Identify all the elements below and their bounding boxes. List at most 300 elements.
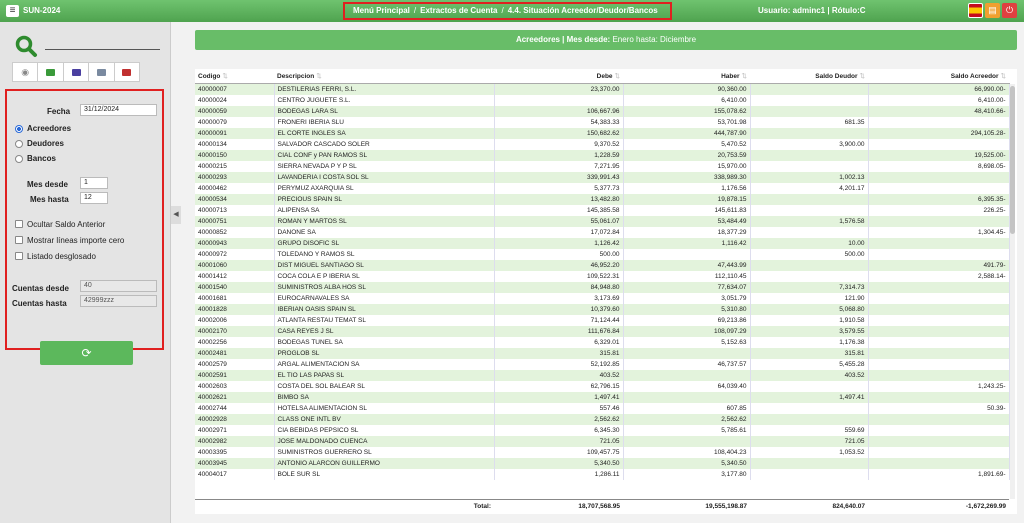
table-row[interactable] — [195, 436, 1009, 447]
table-row[interactable] — [195, 205, 1009, 216]
cell-descripcion: FRONERI IBERIA SLU — [274, 117, 494, 128]
view-button[interactable] — [13, 63, 38, 81]
cell-codigo: 40000293 — [195, 172, 274, 183]
power-icon[interactable]: ⏻ — [1002, 3, 1017, 18]
mes-desde-label: Mes desde — [27, 180, 68, 189]
cell-debe: 1,286.11 — [494, 469, 623, 480]
cell-saldo-deudor — [750, 161, 868, 172]
cell-descripcion: SALVADOR CASCADO SOLER — [274, 139, 494, 150]
cell-codigo: 40002982 — [195, 436, 274, 447]
cell-debe: 5,340.50 — [494, 458, 623, 469]
cell-haber — [623, 348, 750, 359]
cell-codigo: 40004017 — [195, 469, 274, 480]
cell-descripcion: EUROCARNAVALES SA — [274, 293, 494, 304]
cell-haber: 108,404.23 — [623, 447, 750, 458]
ocultar-saldo-label[interactable]: Ocultar Saldo Anterior — [27, 220, 106, 229]
cell-saldo-deudor: 3,900.00 — [750, 139, 868, 150]
cell-codigo: 40000751 — [195, 216, 274, 227]
cell-codigo: 40000943 — [195, 238, 274, 249]
cell-debe: 17,072.84 — [494, 227, 623, 238]
cell-haber: 18,377.29 — [623, 227, 750, 238]
table-row[interactable] — [195, 150, 1009, 161]
cell-codigo: 40000713 — [195, 205, 274, 216]
cell-debe: 46,952.20 — [494, 260, 623, 271]
cell-descripcion: DIST MIGUEL SANTIAGO SL — [274, 260, 494, 271]
results-table — [195, 69, 1010, 480]
cell-codigo: 40000972 — [195, 249, 274, 260]
cell-debe — [494, 95, 623, 106]
cuentas-hasta-label: Cuentas hasta — [12, 299, 67, 308]
cell-saldo-deudor: 1,053.52 — [750, 447, 868, 458]
total-saldo-deudor: 824,640.07 — [832, 503, 865, 510]
top-icons — [966, 3, 1017, 18]
cell-descripcion: BODEGAS TUNEL SA — [274, 337, 494, 348]
cell-descripcion: CIA BEBIDAS PEPSICO SL — [274, 425, 494, 436]
cell-haber: 5,340.50 — [623, 458, 750, 469]
cell-debe: 23,370.00 — [494, 83, 623, 95]
cell-descripcion: SUMINISTROS GUERRERO SL — [274, 447, 494, 458]
cell-haber: 77,634.07 — [623, 282, 750, 293]
cell-codigo: 40002006 — [195, 315, 274, 326]
bancos-radio[interactable] — [15, 155, 23, 163]
table-header-row — [195, 69, 1009, 83]
cell-saldo-acreedor — [868, 139, 1009, 150]
cell-codigo: 40002256 — [195, 337, 274, 348]
cell-saldo-acreedor: 1,891.69- — [868, 469, 1009, 480]
cell-descripcion: LAVANDERIA I COSTA SOL SL — [274, 172, 494, 183]
app-title: SUN-2024 — [23, 6, 61, 15]
cell-saldo-acreedor: 2,588.14- — [868, 271, 1009, 282]
printer-icon — [97, 69, 106, 76]
cell-saldo-acreedor: 66,990.00- — [868, 83, 1009, 95]
table-row[interactable] — [195, 315, 1009, 326]
cell-descripcion: TOLEDANO Y RAMOS SL — [274, 249, 494, 260]
cell-saldo-acreedor: 1,243.25- — [868, 381, 1009, 392]
cell-debe: 315.81 — [494, 348, 623, 359]
cell-haber: 53,484.49 — [623, 216, 750, 227]
cell-descripcion: CASA REYES J SL — [274, 326, 494, 337]
refresh-button[interactable] — [40, 341, 133, 365]
cell-saldo-deudor: 4,201.17 — [750, 183, 868, 194]
cell-debe: 1,126.42 — [494, 238, 623, 249]
cell-descripcion: EL TIO LAS PAPAS SL — [274, 370, 494, 381]
print-pdf-button[interactable] — [115, 63, 139, 81]
table-row[interactable] — [195, 194, 1009, 205]
cell-haber: 1,176.56 — [623, 183, 750, 194]
sort-icon[interactable]: ⇅ — [222, 72, 228, 80]
export-toolbar — [12, 62, 140, 82]
table-row[interactable] — [195, 117, 1009, 128]
cell-debe: 7,271.95 — [494, 161, 623, 172]
table-row[interactable] — [195, 469, 1009, 480]
cell-saldo-deudor — [750, 469, 868, 480]
cell-codigo: 40002579 — [195, 359, 274, 370]
cell-codigo: 40001412 — [195, 271, 274, 282]
cell-saldo-deudor — [750, 205, 868, 216]
cell-saldo-acreedor — [868, 216, 1009, 227]
cell-codigo: 40001828 — [195, 304, 274, 315]
cell-saldo-deudor: 1,002.13 — [750, 172, 868, 183]
acreedores-label[interactable]: Acreedores — [27, 124, 72, 133]
cell-codigo: 40000059 — [195, 106, 274, 117]
cell-codigo: 40001681 — [195, 293, 274, 304]
print-button[interactable] — [89, 63, 114, 81]
table-row[interactable] — [195, 260, 1009, 271]
cell-descripcion: BIMBO SA — [274, 392, 494, 403]
cell-haber: 20,753.59 — [623, 150, 750, 161]
cell-saldo-acreedor — [868, 370, 1009, 381]
cell-descripcion: PRECIOUS SPAIN SL — [274, 194, 494, 205]
cell-saldo-deudor: 5,068.80 — [750, 304, 868, 315]
table-row[interactable] — [195, 183, 1009, 194]
table-row[interactable] — [195, 106, 1009, 117]
cell-haber: 444,787.90 — [623, 128, 750, 139]
sort-icon[interactable]: ⇅ — [1000, 72, 1006, 80]
cell-debe: 109,522.31 — [494, 271, 623, 282]
print-icon[interactable]: ▤ — [985, 3, 1000, 18]
cell-debe: 339,991.43 — [494, 172, 623, 183]
collapse-panel-icon[interactable]: ◀ — [171, 206, 181, 224]
table-row[interactable] — [195, 227, 1009, 238]
scrollbar-thumb[interactable] — [1010, 86, 1015, 234]
table-row[interactable] — [195, 348, 1009, 359]
bancos-label[interactable]: Bancos — [27, 154, 56, 163]
cell-saldo-acreedor: 294,105.28- — [868, 128, 1009, 139]
cell-saldo-acreedor — [868, 458, 1009, 469]
listado-desglosado-checkbox[interactable] — [15, 252, 23, 260]
cell-codigo: 40002481 — [195, 348, 274, 359]
cell-saldo-acreedor: 491.79- — [868, 260, 1009, 271]
cell-codigo: 40000007 — [195, 83, 274, 95]
cell-codigo: 40000091 — [195, 128, 274, 139]
col-header-saldo-deudor[interactable]: Saldo Deudor ⇅ — [750, 69, 868, 83]
cell-saldo-deudor: 1,176.38 — [750, 337, 868, 348]
table-row[interactable] — [195, 381, 1009, 392]
cell-debe: 5,377.73 — [494, 183, 623, 194]
table-row[interactable] — [195, 370, 1009, 381]
search-icon[interactable] — [14, 34, 38, 58]
cell-haber: 5,152.63 — [623, 337, 750, 348]
table-row[interactable] — [195, 425, 1009, 436]
cell-codigo: 40002744 — [195, 403, 274, 414]
cell-debe: 52,192.85 — [494, 359, 623, 370]
cell-saldo-acreedor: 50.39- — [868, 403, 1009, 414]
total-debe: 18,707,568.95 — [578, 503, 620, 510]
col-header-descripcion[interactable]: Descripcion ⇅ — [274, 69, 494, 83]
deudores-label[interactable]: Deudores — [27, 139, 64, 148]
total-haber: 19,555,198.87 — [705, 503, 747, 510]
cell-saldo-acreedor — [868, 183, 1009, 194]
cell-haber: 46,737.57 — [623, 359, 750, 370]
cell-saldo-acreedor — [868, 326, 1009, 337]
cell-saldo-deudor: 3,579.55 — [750, 326, 868, 337]
totals-row — [195, 499, 1009, 513]
table-row[interactable] — [195, 293, 1009, 304]
cell-saldo-acreedor — [868, 337, 1009, 348]
table-row[interactable] — [195, 238, 1009, 249]
cell-descripcion: JOSE MALDONADO CUENCA — [274, 436, 494, 447]
cell-saldo-deudor — [750, 271, 868, 282]
cell-saldo-acreedor — [868, 238, 1009, 249]
cell-haber: 112,110.45 — [623, 271, 750, 282]
cell-saldo-deudor: 559.69 — [750, 425, 868, 436]
cell-descripcion: COSTA DEL SOL BALEAR SL — [274, 381, 494, 392]
cuentas-hasta-input[interactable]: 42999zzz — [80, 295, 157, 307]
cell-saldo-deudor — [750, 458, 868, 469]
cell-haber: 5,785.61 — [623, 425, 750, 436]
sort-icon[interactable]: ⇅ — [614, 72, 620, 80]
cell-haber — [623, 249, 750, 260]
acreedores-radio[interactable] — [15, 125, 23, 133]
cell-haber: 19,878.15 — [623, 194, 750, 205]
cell-descripcion: CENTRO JUGUETE S.L. — [274, 95, 494, 106]
col-header-debe[interactable]: Debe ⇅ — [494, 69, 623, 83]
cell-saldo-deudor — [750, 227, 868, 238]
mes-hasta-label: Mes hasta — [30, 195, 69, 204]
cell-saldo-acreedor — [868, 414, 1009, 425]
cell-saldo-deudor — [750, 260, 868, 271]
table-row[interactable] — [195, 139, 1009, 150]
table-row[interactable] — [195, 172, 1009, 183]
cell-descripcion: BODEGAS LARA SL — [274, 106, 494, 117]
cell-saldo-acreedor — [868, 392, 1009, 403]
cell-haber: 1,116.42 — [623, 238, 750, 249]
cell-saldo-deudor — [750, 95, 868, 106]
cell-debe: 1,228.59 — [494, 150, 623, 161]
cell-descripcion: DESTILERIAS FERRI, S.L. — [274, 83, 494, 95]
cell-debe: 84,948.80 — [494, 282, 623, 293]
table-row[interactable] — [195, 304, 1009, 315]
mes-desde-input[interactable]: 1 — [80, 177, 108, 189]
cell-debe: 71,124.44 — [494, 315, 623, 326]
breadcrumb-extractos[interactable]: Extractos de Cuenta — [420, 6, 498, 15]
cell-haber: 338,989.30 — [623, 172, 750, 183]
eye-icon: ◉ — [21, 66, 30, 77]
cell-descripcion: GRUPO DISOFIC SL — [274, 238, 494, 249]
cell-descripcion: ARGAL ALIMENTACION SA — [274, 359, 494, 370]
cell-codigo: 40000852 — [195, 227, 274, 238]
cell-haber: 69,213.86 — [623, 315, 750, 326]
sort-icon[interactable]: ⇅ — [859, 72, 865, 80]
spain-flag-icon[interactable] — [968, 3, 983, 18]
filter-form — [5, 89, 164, 360]
cell-codigo: 40001060 — [195, 260, 274, 271]
cell-saldo-deudor: 681.35 — [750, 117, 868, 128]
table-body — [195, 83, 1009, 480]
cell-saldo-deudor — [750, 128, 868, 139]
cell-descripcion: SUMINISTROS ALBA HOS SL — [274, 282, 494, 293]
report-banner — [195, 30, 1017, 50]
cell-saldo-acreedor — [868, 436, 1009, 447]
cell-codigo: 40002971 — [195, 425, 274, 436]
cell-debe: 721.05 — [494, 436, 623, 447]
cell-debe: 62,796.15 — [494, 381, 623, 392]
listado-desglosado-label[interactable]: Listado desglosado — [27, 252, 96, 261]
user-info: Usuario: adminc1 | Rótulo:C — [758, 6, 866, 15]
sort-icon[interactable]: ⇅ — [316, 72, 322, 80]
cell-codigo: 40000150 — [195, 150, 274, 161]
cell-debe: 13,482.80 — [494, 194, 623, 205]
cell-codigo: 40000134 — [195, 139, 274, 150]
cell-descripcion: BOLE SUR SL — [274, 469, 494, 480]
cell-debe: 111,676.84 — [494, 326, 623, 337]
export-excel-button[interactable] — [38, 63, 63, 81]
cell-debe: 150,682.62 — [494, 128, 623, 139]
table-row[interactable] — [195, 326, 1009, 337]
table-row[interactable] — [195, 392, 1009, 403]
cell-haber: 6,410.00 — [623, 95, 750, 106]
cell-codigo: 40000462 — [195, 183, 274, 194]
breadcrumb — [343, 2, 672, 20]
cell-saldo-deudor: 500.00 — [750, 249, 868, 260]
table-row[interactable] — [195, 458, 1009, 469]
cell-descripcion: COCA COLA E P IBERIA SL — [274, 271, 494, 282]
cell-saldo-acreedor: 8,698.05- — [868, 161, 1009, 172]
table-row[interactable] — [195, 414, 1009, 425]
cell-saldo-deudor — [750, 403, 868, 414]
ocultar-saldo-checkbox[interactable] — [15, 220, 23, 228]
table-row[interactable] — [195, 161, 1009, 172]
breadcrumb-current: 4.4. Situación Acreedor/Deudor/Bancos — [507, 6, 658, 15]
cell-saldo-acreedor: 6,395.35- — [868, 194, 1009, 205]
cell-haber: 64,039.40 — [623, 381, 750, 392]
cell-saldo-deudor: 315.81 — [750, 348, 868, 359]
cell-saldo-acreedor: 1,304.45- — [868, 227, 1009, 238]
table-row[interactable] — [195, 337, 1009, 348]
cell-descripcion: SIERRA NEVADA P Y P SL — [274, 161, 494, 172]
top-bar — [0, 0, 1024, 22]
cell-saldo-deudor — [750, 106, 868, 117]
cell-debe: 557.46 — [494, 403, 623, 414]
cell-descripcion: HOTELSA ALIMENTACION SL — [274, 403, 494, 414]
banner-range: Enero hasta: Diciembre — [612, 35, 697, 44]
cell-descripcion: ROMAN Y MARTOS SL — [274, 216, 494, 227]
deudores-radio[interactable] — [15, 140, 23, 148]
banner-title: Acreedores | Mes desde: — [515, 35, 611, 44]
breadcrumb-separator: / — [413, 6, 417, 15]
cell-saldo-acreedor — [868, 172, 1009, 183]
sort-icon[interactable]: ⇅ — [741, 72, 747, 80]
cell-descripcion: ALIPENSA SA — [274, 205, 494, 216]
cell-saldo-deudor — [750, 414, 868, 425]
cell-haber — [623, 436, 750, 447]
table-row[interactable] — [195, 95, 1009, 106]
cell-codigo: 40002591 — [195, 370, 274, 381]
cell-debe: 55,061.07 — [494, 216, 623, 227]
search-input[interactable] — [45, 49, 160, 50]
cell-saldo-acreedor — [868, 447, 1009, 458]
cell-haber: 108,097.29 — [623, 326, 750, 337]
table-row[interactable] — [195, 403, 1009, 414]
table-row[interactable] — [195, 249, 1009, 260]
cell-saldo-deudor: 7,314.73 — [750, 282, 868, 293]
cell-debe: 3,173.69 — [494, 293, 623, 304]
cell-descripcion: EL CORTE INGLES SA — [274, 128, 494, 139]
mostrar-lineas-label[interactable]: Mostrar líneas importe cero — [27, 236, 125, 245]
cell-saldo-deudor — [750, 194, 868, 205]
cell-descripcion: ATLANTA RESTAU TEMAT SL — [274, 315, 494, 326]
cell-saldo-acreedor — [868, 117, 1009, 128]
total-saldo-acreedor: -1,672,269.99 — [965, 503, 1006, 510]
cell-saldo-deudor — [750, 381, 868, 392]
fecha-input[interactable]: 31/12/2024 — [80, 104, 157, 116]
col-header-saldo-acreedor[interactable]: Saldo Acreedor ⇅ — [868, 69, 1009, 83]
cell-saldo-acreedor — [868, 293, 1009, 304]
fecha-label: Fecha — [47, 107, 71, 116]
total-label: Total: — [473, 503, 491, 510]
cell-saldo-acreedor: 48,410.66- — [868, 106, 1009, 117]
mostrar-lineas-checkbox[interactable] — [15, 236, 23, 244]
cell-haber: 3,051.79 — [623, 293, 750, 304]
cell-haber: 53,701.98 — [623, 117, 750, 128]
cell-debe: 109,457.75 — [494, 447, 623, 458]
cell-saldo-acreedor: 19,525.00- — [868, 150, 1009, 161]
table-row[interactable] — [195, 359, 1009, 370]
cell-haber: 2,562.62 — [623, 414, 750, 425]
cell-codigo: 40000079 — [195, 117, 274, 128]
filter-panel — [0, 22, 171, 523]
cell-codigo: 40002603 — [195, 381, 274, 392]
table-row[interactable] — [195, 271, 1009, 282]
hamburger-menu-icon[interactable]: ≡ — [6, 5, 19, 17]
cell-saldo-acreedor — [868, 304, 1009, 315]
table-row[interactable] — [195, 83, 1009, 95]
cell-descripcion: CIAL CONF y PAN RAMOS SL — [274, 150, 494, 161]
cell-codigo: 40003395 — [195, 447, 274, 458]
breadcrumb-menu-principal[interactable]: Menú Principal — [353, 6, 410, 15]
cell-codigo: 40003945 — [195, 458, 274, 469]
cell-codigo: 40000534 — [195, 194, 274, 205]
cell-saldo-acreedor: 226.25- — [868, 205, 1009, 216]
refresh-icon: ⟳ — [81, 346, 92, 360]
cell-codigo: 40002928 — [195, 414, 274, 425]
cell-saldo-deudor: 5,455.28 — [750, 359, 868, 370]
table-row[interactable] — [195, 282, 1009, 293]
export-pdf-button[interactable] — [64, 63, 89, 81]
cell-saldo-acreedor — [868, 348, 1009, 359]
cell-descripcion: PROGLOB SL — [274, 348, 494, 359]
cell-descripcion: IBERIAN OASIS SPAIN SL — [274, 304, 494, 315]
cell-debe: 10,379.60 — [494, 304, 623, 315]
cell-saldo-deudor: 1,497.41 — [750, 392, 868, 403]
cell-codigo: 40000215 — [195, 161, 274, 172]
table-row[interactable] — [195, 447, 1009, 458]
cell-codigo: 40002621 — [195, 392, 274, 403]
excel-icon — [46, 69, 55, 76]
table-row[interactable] — [195, 128, 1009, 139]
cell-debe: 6,329.01 — [494, 337, 623, 348]
cell-debe: 500.00 — [494, 249, 623, 260]
cell-debe: 9,370.52 — [494, 139, 623, 150]
cell-debe: 2,562.62 — [494, 414, 623, 425]
cell-haber: 5,310.80 — [623, 304, 750, 315]
cell-haber: 3,177.80 — [623, 469, 750, 480]
cell-saldo-acreedor — [868, 315, 1009, 326]
cell-descripcion: PERYMUZ AXARQUIA SL — [274, 183, 494, 194]
cell-haber — [623, 392, 750, 403]
cell-saldo-acreedor — [868, 249, 1009, 260]
table-scrollbar[interactable] — [1010, 84, 1015, 499]
col-header-haber[interactable]: Haber ⇅ — [623, 69, 750, 83]
col-header-codigo[interactable]: Codigo ⇅ — [195, 69, 274, 83]
cell-saldo-deudor: 121.90 — [750, 293, 868, 304]
cell-descripcion: CLASS ONE INTL BV — [274, 414, 494, 425]
mes-hasta-input[interactable]: 12 — [80, 192, 108, 204]
cuentas-desde-input[interactable]: 40 — [80, 280, 157, 292]
cell-saldo-acreedor — [868, 359, 1009, 370]
table-row[interactable] — [195, 216, 1009, 227]
cell-saldo-acreedor — [868, 425, 1009, 436]
